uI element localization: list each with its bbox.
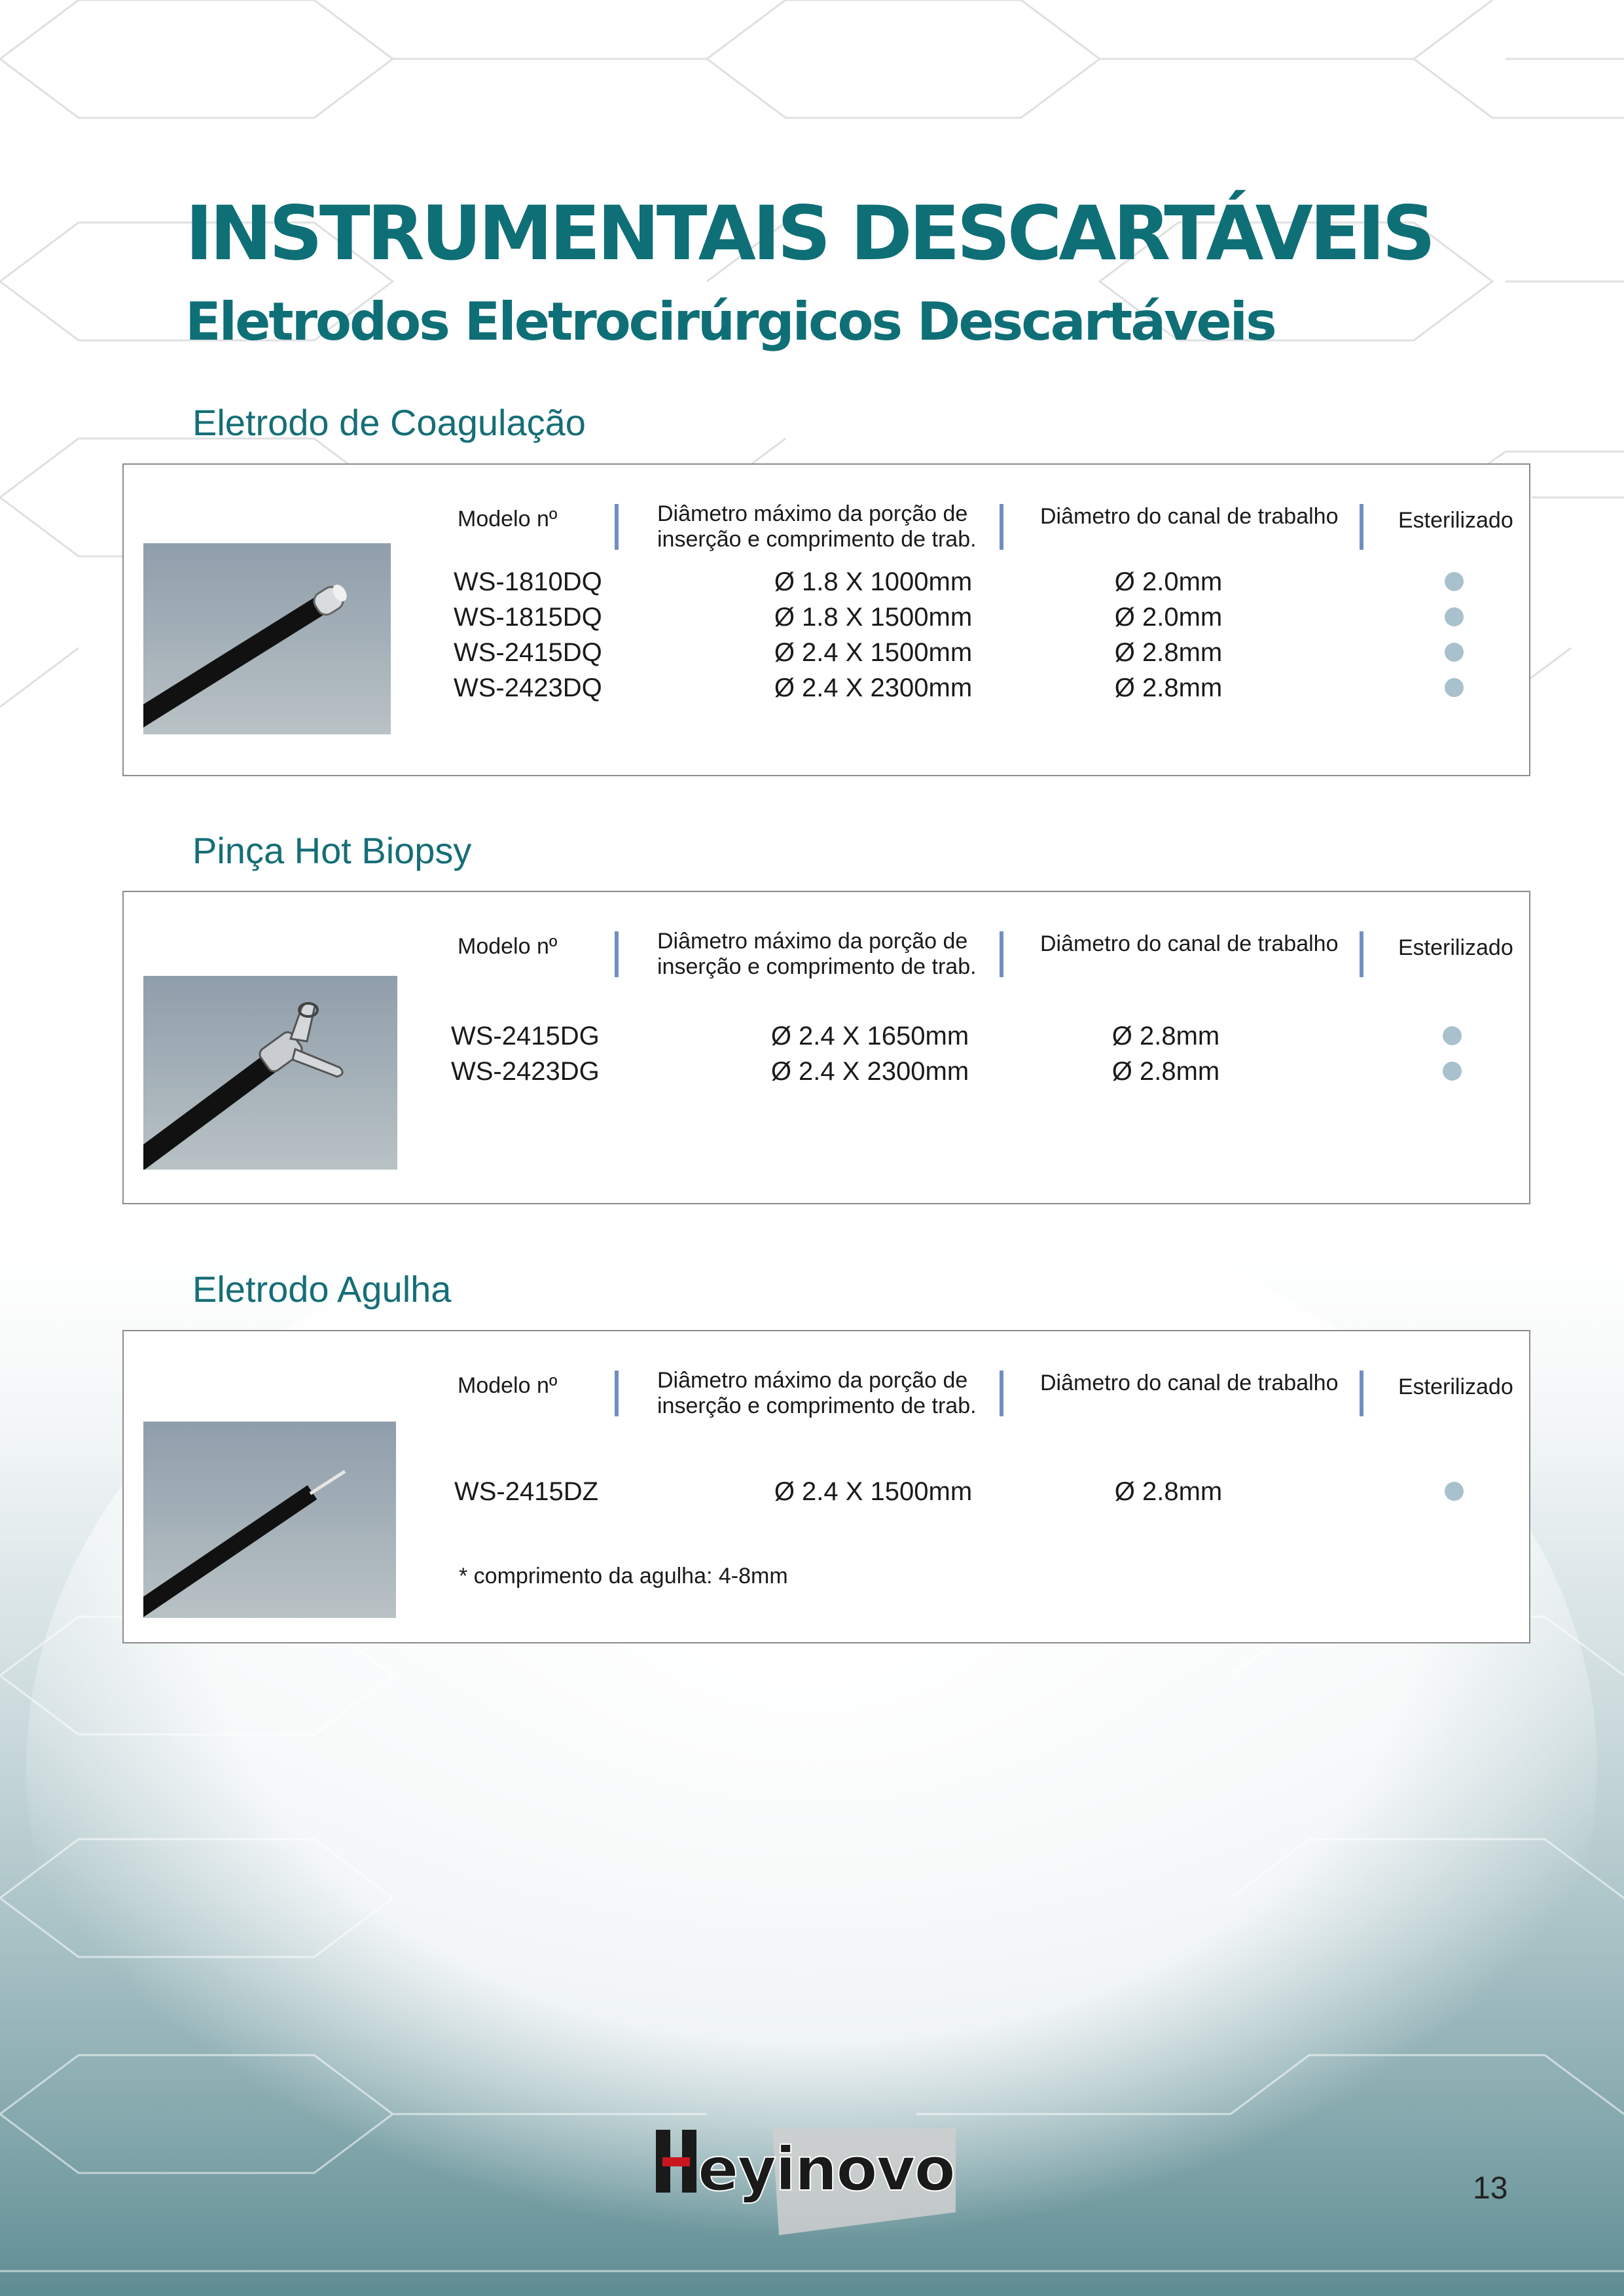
sterilized-dot [1443, 1026, 1462, 1045]
max-diameter-value: Ø 1.8 X 1500mm [774, 603, 973, 632]
table-row [124, 1054, 1529, 1089]
column-separator [1000, 931, 1003, 977]
column-header-max-diameter: Diâmetro máximo da porção de inserção e comprimento de trab. [657, 1368, 977, 1418]
page-subtitle: Eletrodos Eletrocirúrgicos Descartáveis [185, 291, 1275, 352]
channel-diameter-value: Ø 2.8mm [1114, 673, 1223, 702]
max-diameter-value: Ø 2.4 X 1650mm [770, 1022, 969, 1050]
model-number: WS-2423DG [451, 1057, 600, 1086]
column-header-channel-diameter: Diâmetro do canal de trabalho [1040, 1371, 1339, 1395]
column-header-channel-diameter: Diâmetro do canal de trabalho [1040, 504, 1339, 529]
model-number: WS-1810DQ [454, 567, 602, 596]
product-panel-needle [122, 1330, 1530, 1643]
model-number: WS-1815DQ [454, 603, 602, 632]
product-panel-hot-biopsy [122, 891, 1530, 1204]
max-diameter-value: Ø 2.4 X 2300mm [770, 1057, 969, 1086]
table-row [124, 1474, 1529, 1509]
channel-diameter-value: Ø 2.8mm [1114, 638, 1223, 667]
column-header-sterilized: Esterilizado [1398, 1374, 1513, 1399]
table-row [124, 600, 1529, 635]
table-row [124, 670, 1529, 706]
column-header-model: Modelo nº [458, 934, 558, 959]
column-header-model: Modelo nº [458, 507, 558, 531]
model-number: WS-2415DG [451, 1022, 600, 1050]
sterilized-dot [1445, 607, 1464, 626]
sterilized-dot [1445, 1482, 1464, 1501]
svg-text:eyinovo: eyinovo [698, 2134, 954, 2204]
column-separator [1000, 1371, 1003, 1416]
model-number: WS-2423DQ [454, 673, 602, 702]
channel-diameter-value: Ø 2.0mm [1114, 567, 1223, 596]
channel-diameter-value: Ø 2.8mm [1111, 1057, 1220, 1086]
product-panel-coagulation [122, 463, 1530, 776]
section-title-needle: Eletrodo Agulha [192, 1268, 452, 1310]
column-header-channel-diameter: Diâmetro do canal de trabalho [1040, 931, 1339, 956]
column-separator [1360, 931, 1363, 977]
column-header-max-diameter: Diâmetro máximo da porção de inserção e comprimento de trab. [657, 929, 977, 979]
page-number: 13 [1473, 2171, 1508, 2206]
section-title-hot-biopsy: Pinça Hot Biopsy [192, 830, 472, 871]
max-diameter-value: Ø 2.4 X 1500mm [774, 1477, 973, 1506]
column-header-model: Modelo nº [458, 1373, 558, 1398]
column-header-sterilized: Esterilizado [1398, 508, 1513, 533]
sterilized-dot [1445, 572, 1464, 591]
table-row [124, 1018, 1529, 1054]
page-title: INSTRUMENTAIS DESCARTÁVEIS [185, 190, 1433, 277]
sterilized-dot [1445, 678, 1464, 697]
sterilized-dot [1445, 643, 1464, 662]
max-diameter-value: Ø 2.4 X 1500mm [774, 638, 973, 667]
table-row [124, 564, 1529, 600]
column-separator [615, 931, 619, 977]
section-title-coagulation: Eletrodo de Coagulação [192, 402, 586, 443]
column-separator [615, 504, 619, 550]
model-number: WS-2415DZ [454, 1477, 599, 1506]
needle-electrode-photo [143, 1422, 396, 1618]
column-separator [1000, 504, 1003, 550]
channel-diameter-value: Ø 2.8mm [1111, 1022, 1220, 1050]
max-diameter-value: Ø 1.8 X 1000mm [774, 567, 973, 596]
channel-diameter-value: Ø 2.8mm [1114, 1477, 1223, 1506]
model-number: WS-2415DQ [454, 638, 602, 667]
table-row [124, 635, 1529, 670]
heyinovo-logo [648, 2114, 975, 2238]
column-separator [1360, 504, 1363, 550]
needle-length-note: * comprimento da agulha: 4-8mm [459, 1564, 788, 1588]
column-separator [1360, 1371, 1363, 1416]
column-header-sterilized: Esterilizado [1398, 935, 1513, 960]
max-diameter-value: Ø 2.4 X 2300mm [774, 673, 973, 702]
channel-diameter-value: Ø 2.0mm [1114, 603, 1223, 632]
sterilized-dot [1443, 1062, 1462, 1081]
column-header-max-diameter: Diâmetro máximo da porção de inserção e comprimento de trab. [657, 501, 977, 552]
column-separator [615, 1371, 619, 1416]
